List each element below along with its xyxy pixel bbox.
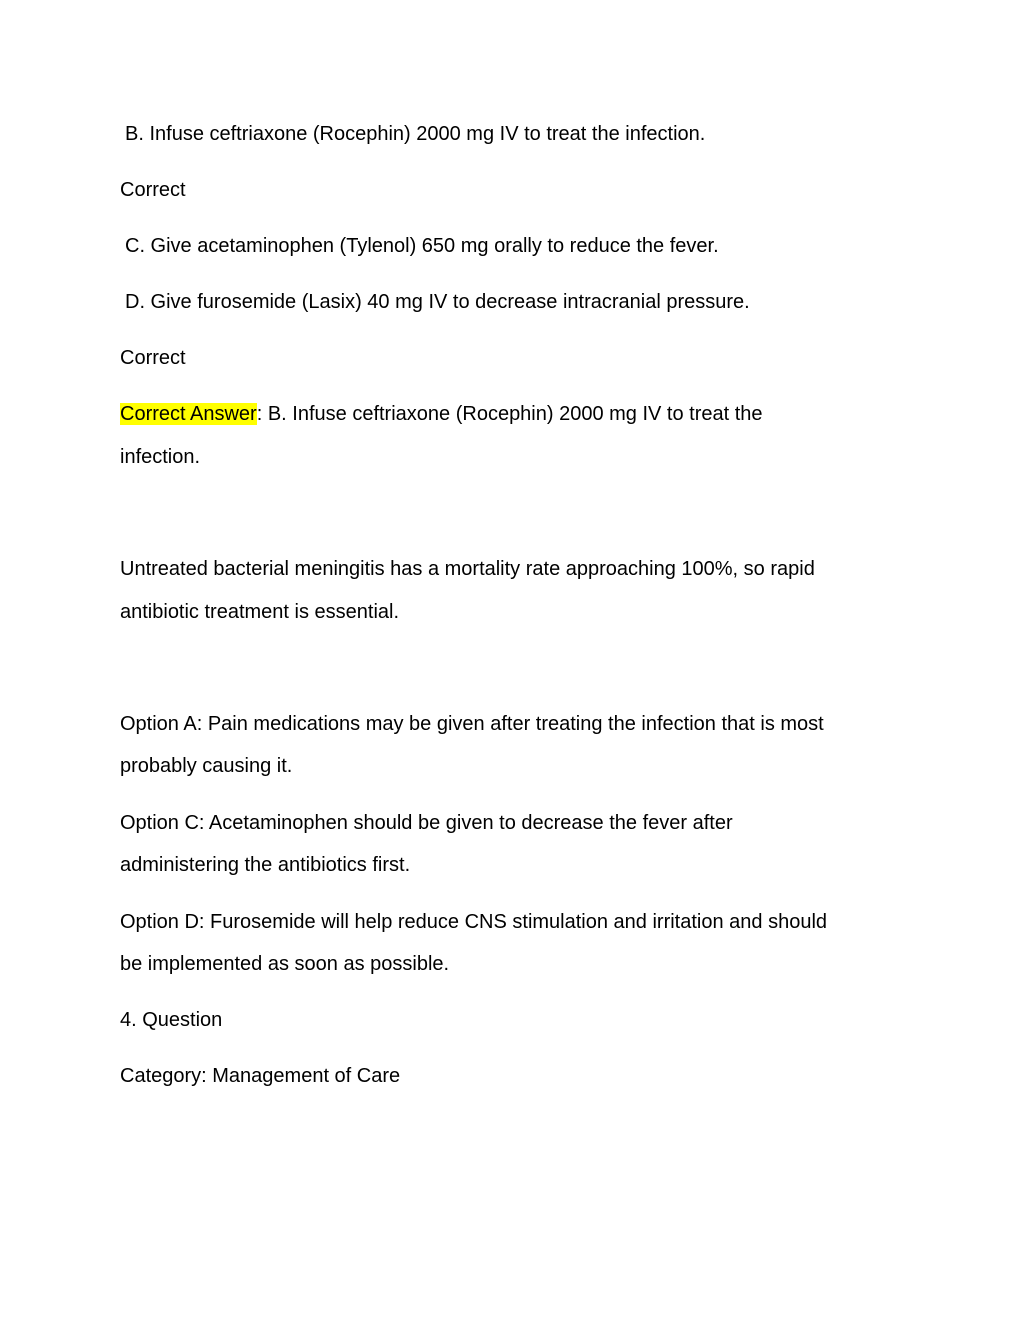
explanation-c-line-2: administering the antibiotics first. <box>120 854 411 876</box>
explanation-a-line-2: probably causing it. <box>120 755 293 777</box>
question-number: 4. Question <box>120 1009 223 1031</box>
correct-answer-label: Correct Answer <box>120 403 257 425</box>
option-d-status: Correct <box>120 347 186 369</box>
correct-answer-line <box>120 401 920 427</box>
explanation-a-line-1: Option A: Pain medications may be given after treating the infection that is most <box>120 713 824 735</box>
option-d: D. Give furosemide (Lasix) 40 mg IV to decrease intracranial pressure. <box>125 291 750 313</box>
explanation-c-line-1: Option C: Acetaminophen should be given to decrease the fever after <box>120 812 733 834</box>
option-b-status: Correct <box>120 179 186 201</box>
option-b: B. Infuse ceftriaxone (Rocephin) 2000 mg IV to treat the infection. <box>125 123 706 145</box>
correct-answer-text: : B. Infuse ceftriaxone (Rocephin) 2000 mg IV to treat the <box>256 403 763 425</box>
correct-answer-text-cont: infection. <box>120 446 201 468</box>
question-category: Category: Management of Care <box>120 1065 401 1087</box>
rationale-line-1: Untreated bacterial meningitis has a mortality rate approaching 100%, so rapid <box>120 558 815 580</box>
explanation-d-line-2: be implemented as soon as possible. <box>120 953 450 975</box>
explanation-d-line-1: Option D: Furosemide will help reduce CNS stimulation and irritation and should <box>120 911 828 933</box>
rationale-line-2: antibiotic treatment is essential. <box>120 601 400 623</box>
option-c: C. Give acetaminophen (Tylenol) 650 mg orally to reduce the fever. <box>125 235 719 257</box>
